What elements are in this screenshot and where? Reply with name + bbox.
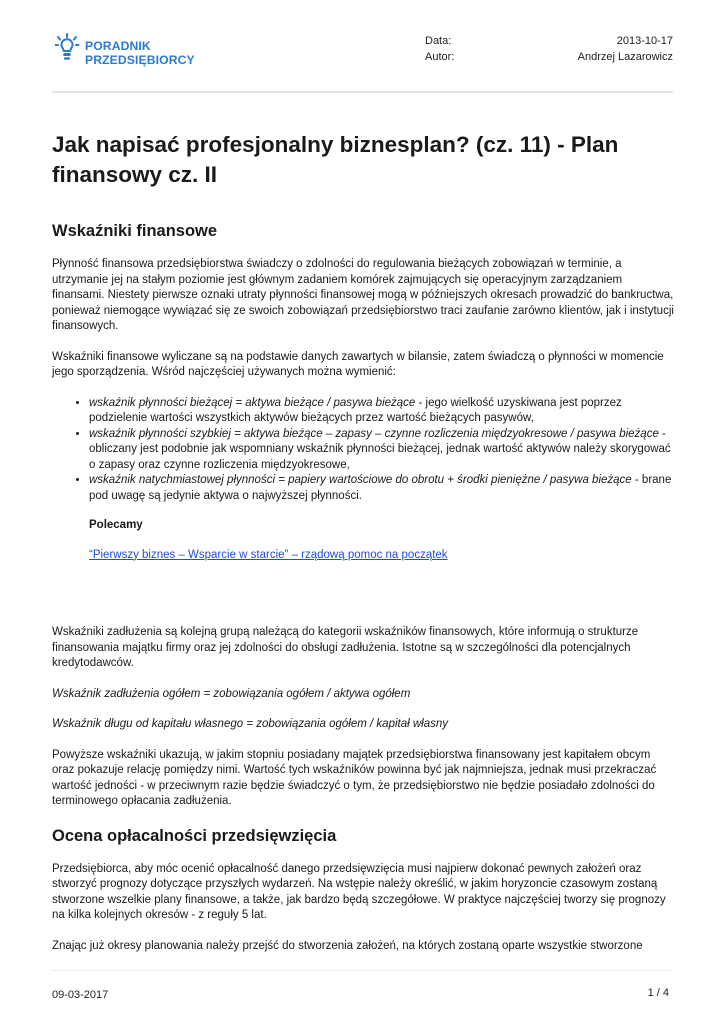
- formula-line: [52, 687, 674, 703]
- date-label: Data:: [425, 35, 452, 47]
- article-title: Jak napisać profesjonalny biznesplan? (cz. 11) - Plan finansowy cz. II: [52, 132, 619, 187]
- header-divider: [52, 91, 673, 93]
- paragraph: Płynność finansowa przedsiębiorstwa świadczy o zdolności do regulowania bieżących zobowiązań w terminie, a utrzymanie jej na stałym poziomie jest głównym zadaniem komórek zajmujących się operacyjnym zarządzaniem finansami. Niestety pierwsze oznaki utraty płynności finansowej mogą w późniejszych okresach prowadzić do bankructwa, ponieważ niemogące wywiązać się ze swoich zobowiązań przedsiębiorstwo traci zaufanie zarówno klientów, jak i instytucji finansowych.: [52, 258, 674, 332]
- ratio-description: - brane pod uwagę są jedynie aktywa o najwyższej płynności.: [89, 474, 672, 502]
- debt-ratio-formula: Wskaźnik zadłużenia ogółem = zobowiązania ogółem / aktywa ogółem: [52, 687, 411, 700]
- list-item: [89, 427, 674, 474]
- formula-line: [52, 717, 674, 733]
- brand-logo[interactable]: [55, 33, 200, 69]
- author-value: Andrzej Lazarowicz: [577, 51, 673, 63]
- footer-divider: [52, 970, 673, 971]
- article-body: [52, 130, 674, 969]
- logo-text-line2: PRZEDSIĘBIORCY: [85, 53, 195, 67]
- author-label: Autor:: [425, 51, 455, 63]
- ratio-formula: wskaźnik płynności bieżącej = aktywa bieżące / pasywa bieżące: [89, 396, 416, 409]
- ratio-list: [52, 396, 674, 564]
- section-heading-profitability: Ocena opłacalności przedsięwzięcia: [52, 826, 337, 845]
- page-number: 1 / 4: [647, 987, 669, 999]
- ratio-description: - jego wielkość uzyskiwana jest poprzez podzielenie wartości wszystkich aktywów bieżących przez wartość bieżących pasywów,: [89, 396, 622, 424]
- list-item: [89, 396, 674, 427]
- logo-text-line1: PORADNIK: [85, 39, 151, 53]
- paragraph: Wskaźniki zadłużenia są kolejną grupą należącą do kategorii wskaźników finansowych, które informują o strukturze finansowania majątku firmy oraz jej zdolności do obsługi zadłużenia. Istotne są w szczególności dla potencjalnych kredytodawców.: [52, 626, 639, 669]
- paragraph: Znając już okresy planowania należy przejść do stworzenia założeń, na których zostaną oparte wszystkie stworzone: [52, 939, 643, 952]
- ratio-formula: wskaźnik natychmiastowej płynności = papiery wartościowe do obrotu + środki pieniężne / pasywa bieżące: [89, 474, 632, 486]
- footer-date: 09-03-2017: [52, 989, 109, 1001]
- meta-values: [578, 33, 673, 65]
- ratio-description: - obliczany jest podobnie jak wspomniany wskaźnik płynności bieżącej, jednak wartość aktywów należy skorygować o zapasy oraz czynne rozliczenia międzyokresowe,: [89, 427, 671, 471]
- section-heading-financial-ratios: Wskaźniki finansowe: [52, 222, 218, 240]
- date-value: 2013-10-17: [616, 35, 673, 47]
- paragraph: Przedsiębiorca, aby móc ocenić opłacalność danego przedsięwzięcia musi najpierw dokonać pewnych założeń oraz stworzyć prognozy dotyczące przyszłych wydarzeń. Na wstępie należy określić, w jakim horyzoncie czasowym zostaną stworzone wszelkie plany finansowe, a także, jak bardzo będą szczegółowe. W praktyce najczęściej tworzy się prognozy na kilka kolejnych okresów - z reguły 5 lat.: [52, 862, 666, 921]
- debt-to-equity-formula: Wskaźnik długu od kapitału własnego = zobowiązania ogółem / kapitał własny: [52, 718, 449, 730]
- lightbulb-icon: [55, 33, 81, 69]
- recommend-link[interactable]: “Pierwszy biznes – Wsparcie w starcie” – rządową pomoc na początek: [89, 548, 448, 561]
- paragraph: Wskaźniki finansowe wyliczane są na podstawie danych zawartych w bilansie, zatem świadczą o płynności w momencie jego sporządzenia. Wśród najczęściej używanych można wymienić:: [52, 350, 664, 378]
- paragraph: Powyższe wskaźniki ukazują, w jakim stopniu posiadany majątek przedsiębiorstwa finansowany jest kapitałem obcym oraz pokazuje relację pomiędzy nimi. Wartość tych wskaźników powinna być jak najmniejsza, jednak musi przekraczać wartość jedności - w przeciwnym razie będzie świadczyć o tym, że przedsiębiorstwo nie będzie posiadało zdolności do terminowego opłacania zadłużenia.: [52, 748, 657, 807]
- ratio-formula: wskaźnik płynności szybkiej = aktywa bieżące – zapasy – czynne rozliczenia międzyokresowe / pasywa bieżące: [89, 427, 659, 440]
- meta-labels: [425, 33, 454, 65]
- list-item: [89, 473, 674, 563]
- recommend-label: Polecamy: [89, 519, 143, 531]
